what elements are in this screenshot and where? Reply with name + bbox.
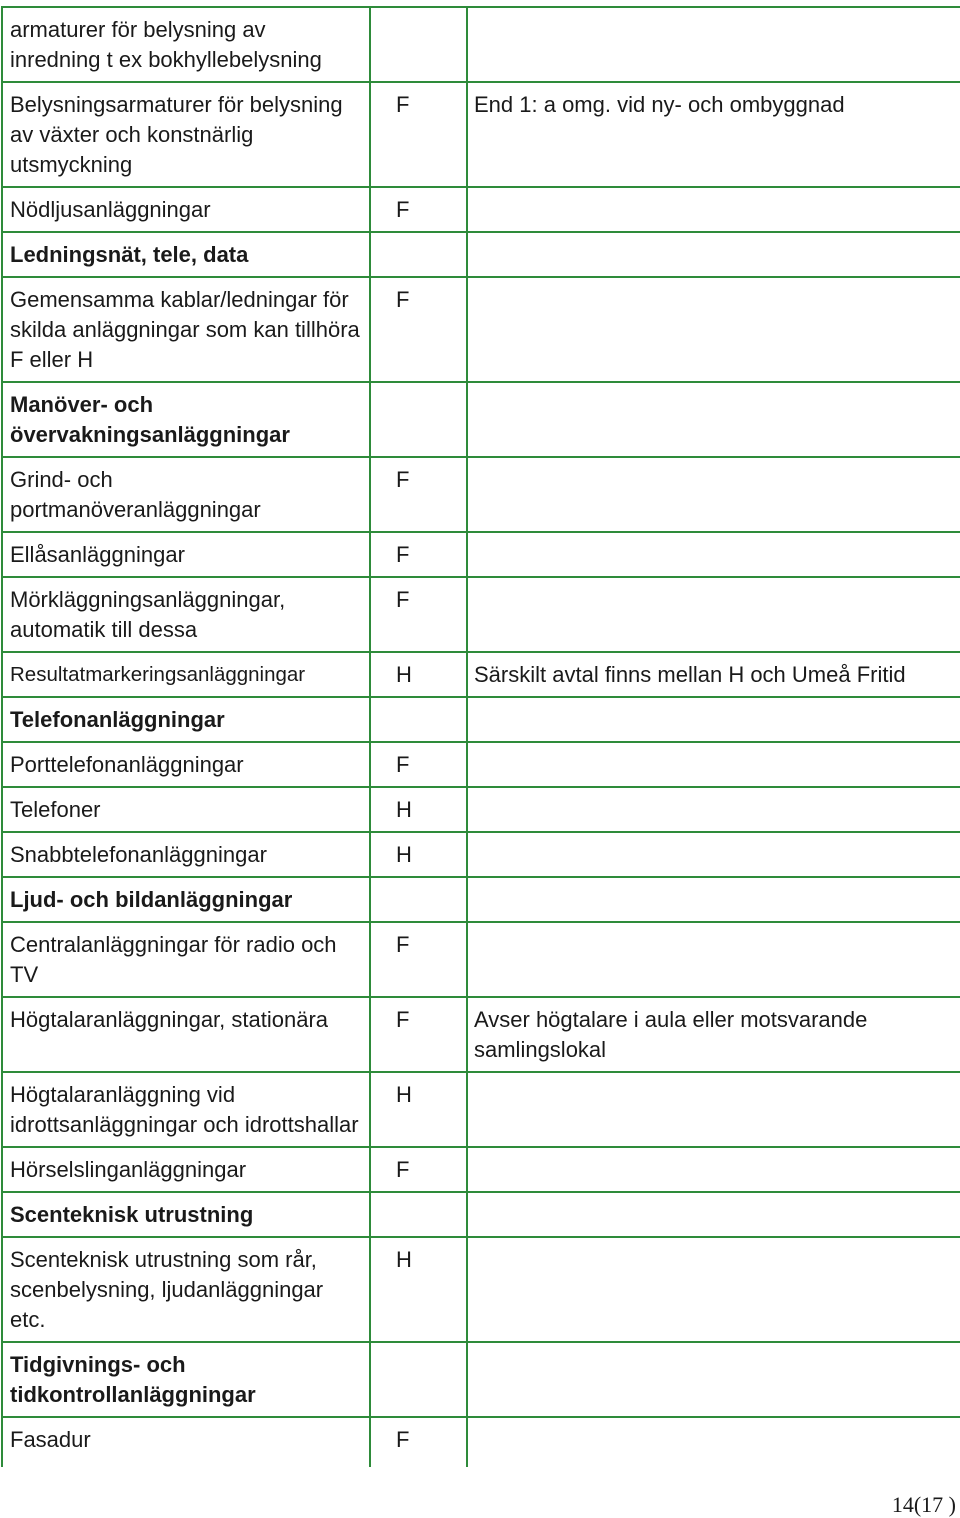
- responsibility-code-cell: F: [370, 82, 467, 187]
- responsibility-code-cell: H: [370, 832, 467, 877]
- note-cell: [467, 877, 960, 922]
- section-heading-row: [2, 382, 960, 457]
- responsibility-code-cell: F: [370, 187, 467, 232]
- item-name-cell: Grind- och portmanöveranläggningar: [2, 457, 370, 532]
- note-cell: [467, 832, 960, 877]
- note-cell: [467, 577, 960, 652]
- section-heading-row: [2, 1342, 960, 1417]
- note-cell: [467, 532, 960, 577]
- responsibility-code-cell: H: [370, 652, 467, 697]
- table-row: [2, 7, 960, 82]
- responsibility-code-cell: F: [370, 922, 467, 997]
- section-heading-row: [2, 697, 960, 742]
- table-row: [2, 532, 960, 577]
- note-cell: [467, 697, 960, 742]
- item-name-cell: Belysningsarmaturer för belysning av växter och konstnärlig utsmyckning: [2, 82, 370, 187]
- item-name-cell: Nödljusanläggningar: [2, 187, 370, 232]
- note-cell: Särskilt avtal finns mellan H och Umeå Fritid: [467, 652, 960, 697]
- section-heading: Scenteknisk utrustning: [2, 1192, 370, 1237]
- section-heading: Tidgivnings- och tidkontrollanläggningar: [2, 1342, 370, 1417]
- responsibility-table: [1, 6, 960, 1467]
- table-row: [2, 787, 960, 832]
- note-cell: [467, 457, 960, 532]
- item-name-cell: Högtalaranläggningar, stationära: [2, 997, 370, 1072]
- responsibility-code-cell: F: [370, 457, 467, 532]
- table-row: [2, 1072, 960, 1147]
- section-heading: Ljud- och bildanläggningar: [2, 877, 370, 922]
- table-row: [2, 832, 960, 877]
- item-name-cell: Mörkläggningsanläggningar, automatik till dessa: [2, 577, 370, 652]
- table-row: [2, 922, 960, 997]
- responsibility-code-cell: F: [370, 1417, 467, 1467]
- section-heading: Telefonanläggningar: [2, 697, 370, 742]
- note-cell: [467, 742, 960, 787]
- item-name-cell: Hörselslinganläggningar: [2, 1147, 370, 1192]
- note-cell: [467, 7, 960, 82]
- page-number: 14(17 ): [891, 1492, 956, 1517]
- section-heading: Manöver- och övervakningsanläggningar: [2, 382, 370, 457]
- note-cell: [467, 1147, 960, 1192]
- note-cell: End 1: a omg. vid ny- och ombyggnad: [467, 82, 960, 187]
- responsibility-code-cell: F: [370, 1147, 467, 1192]
- item-name-cell: Ellåsanläggningar: [2, 532, 370, 577]
- responsibility-code-cell: [370, 7, 467, 82]
- table-row: [2, 577, 960, 652]
- note-cell: [467, 1417, 960, 1467]
- table-body: [2, 7, 960, 1467]
- table-row: [2, 1147, 960, 1192]
- responsibility-code-cell: F: [370, 997, 467, 1072]
- table-row: [2, 187, 960, 232]
- note-cell: [467, 1192, 960, 1237]
- item-name-cell: Scenteknisk utrustning som rår, scenbelysning, ljudanläggningar etc.: [2, 1237, 370, 1342]
- note-cell: [467, 1342, 960, 1417]
- table-row: [2, 82, 960, 187]
- responsibility-code-cell: H: [370, 1072, 467, 1147]
- table-row: [2, 652, 960, 697]
- responsibility-code-cell: F: [370, 577, 467, 652]
- table-row: [2, 1237, 960, 1342]
- responsibility-code-cell: [370, 382, 467, 457]
- note-cell: [467, 277, 960, 382]
- responsibility-code-cell: H: [370, 1237, 467, 1342]
- item-name-cell: Fasadur: [2, 1417, 370, 1467]
- note-cell: [467, 187, 960, 232]
- responsibility-code-cell: [370, 697, 467, 742]
- table-row: [2, 997, 960, 1072]
- item-name-cell: Centralanläggningar för radio och TV: [2, 922, 370, 997]
- responsibility-code-cell: H: [370, 787, 467, 832]
- section-heading-row: [2, 877, 960, 922]
- responsibility-code-cell: [370, 1342, 467, 1417]
- item-name-cell: Porttelefonanläggningar: [2, 742, 370, 787]
- responsibility-code-cell: F: [370, 277, 467, 382]
- item-name-cell: armaturer för belysning av inredning t ex bokhyllebelysning: [2, 7, 370, 82]
- item-name-cell: Snabbtelefonanläggningar: [2, 832, 370, 877]
- note-cell: [467, 787, 960, 832]
- item-name-cell: Högtalaranläggning vid idrottsanläggningar och idrottshallar: [2, 1072, 370, 1147]
- note-cell: [467, 922, 960, 997]
- table-row: [2, 457, 960, 532]
- responsibility-code-cell: F: [370, 532, 467, 577]
- responsibility-code-cell: [370, 877, 467, 922]
- table-row: [2, 277, 960, 382]
- note-cell: [467, 382, 960, 457]
- table-row: [2, 742, 960, 787]
- item-name-cell: Telefoner: [2, 787, 370, 832]
- note-cell: [467, 1237, 960, 1342]
- note-cell: Avser högtalare i aula eller motsvarande samlingslokal: [467, 997, 960, 1072]
- table-row: [2, 1417, 960, 1467]
- item-name-cell: Resultatmarkeringsanläggningar: [2, 652, 370, 697]
- responsibility-code-cell: [370, 1192, 467, 1237]
- section-heading-row: [2, 1192, 960, 1237]
- section-heading-row: [2, 232, 960, 277]
- note-cell: [467, 232, 960, 277]
- responsibility-code-cell: [370, 232, 467, 277]
- item-name-cell: Gemensamma kablar/ledningar för skilda anläggningar som kan tillhöra F eller H: [2, 277, 370, 382]
- responsibility-code-cell: F: [370, 742, 467, 787]
- section-heading: Ledningsnät, tele, data: [2, 232, 370, 277]
- note-cell: [467, 1072, 960, 1147]
